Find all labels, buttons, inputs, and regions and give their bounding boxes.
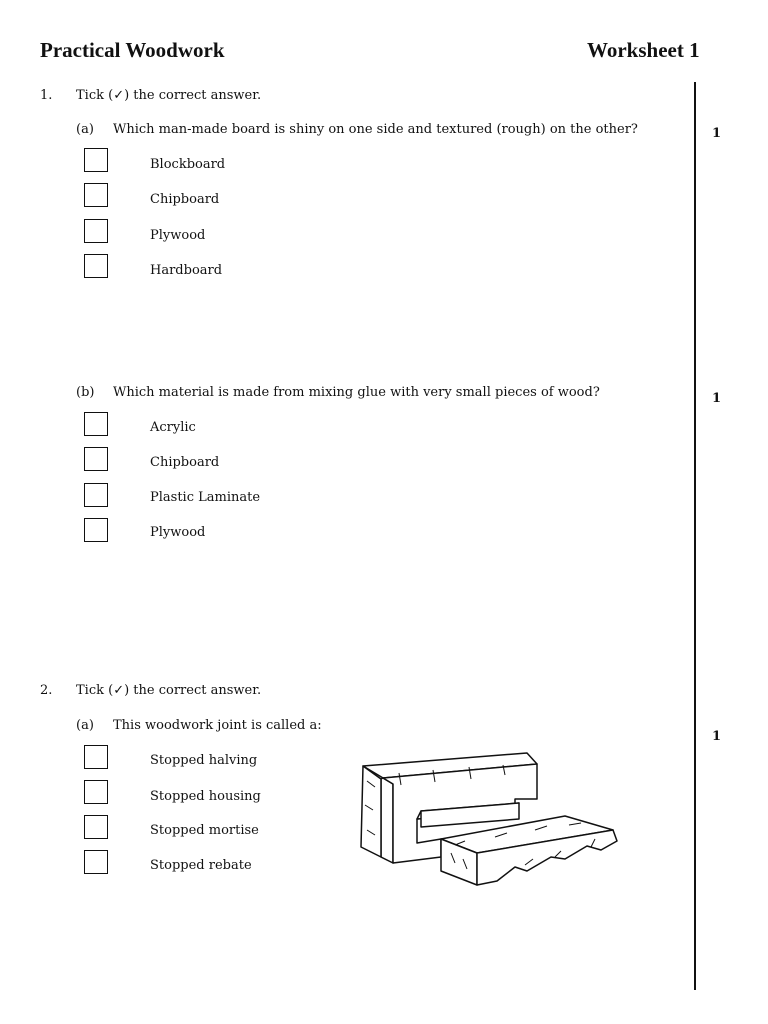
option-2a-2: Stopped housing xyxy=(150,789,261,804)
question-1b-text: Which material is made from mixing glue with very small pieces of wood? xyxy=(113,385,600,400)
option-1b-2: Chipboard xyxy=(150,455,220,470)
checkbox-1b-chipboard[interactable] xyxy=(84,447,108,471)
question-number-2: 2. xyxy=(40,683,53,698)
checkbox-1a-chipboard[interactable] xyxy=(84,183,108,207)
question-number-1: 1. xyxy=(40,88,53,103)
checkbox-1a-blockboard[interactable] xyxy=(84,148,108,172)
checkbox-1b-plywood[interactable] xyxy=(84,518,108,542)
page-title: Practical Woodwork xyxy=(40,38,225,62)
checkbox-1b-acrylic[interactable] xyxy=(84,412,108,436)
worksheet-label: Worksheet 1 xyxy=(587,38,700,62)
checkbox-1a-plywood[interactable] xyxy=(84,219,108,243)
marks-margin-line xyxy=(694,82,696,990)
option-1a-4: Hardboard xyxy=(150,263,223,278)
part-label-2a: (a) xyxy=(76,718,94,733)
checkbox-2a-stopped-halving[interactable] xyxy=(84,745,108,769)
option-2a-4: Stopped rebate xyxy=(150,858,252,873)
checkbox-1a-hardboard[interactable] xyxy=(84,254,108,278)
checkbox-1b-plastic-laminate[interactable] xyxy=(84,483,108,507)
option-1b-1: Acrylic xyxy=(150,420,196,435)
option-1a-1: Blockboard xyxy=(150,157,226,172)
option-1a-3: Plywood xyxy=(150,228,206,243)
option-1b-3: Plastic Laminate xyxy=(150,490,261,505)
checkbox-2a-stopped-mortise[interactable] xyxy=(84,815,108,839)
option-2a-1: Stopped halving xyxy=(150,753,258,768)
mark-2a: 1 xyxy=(712,729,722,744)
question-1a-text: Which man-made board is shiny on one side and textured (rough) on the other? xyxy=(113,122,638,137)
checkbox-2a-stopped-rebate[interactable] xyxy=(84,850,108,874)
part-label-1b: (b) xyxy=(76,385,95,400)
option-2a-3: Stopped mortise xyxy=(150,823,259,838)
stopped-housing-joint-illustration xyxy=(355,735,630,895)
question-2-instruction: Tick (✓) the correct answer. xyxy=(76,683,262,698)
question-1-instruction: Tick (✓) the correct answer. xyxy=(76,88,262,103)
part-label-1a: (a) xyxy=(76,122,94,137)
mark-1b: 1 xyxy=(712,391,722,406)
option-1b-4: Plywood xyxy=(150,525,206,540)
mark-1a: 1 xyxy=(712,126,722,141)
checkbox-2a-stopped-housing[interactable] xyxy=(84,780,108,804)
question-2a-text: This woodwork joint is called a: xyxy=(113,718,322,733)
option-1a-2: Chipboard xyxy=(150,192,220,207)
